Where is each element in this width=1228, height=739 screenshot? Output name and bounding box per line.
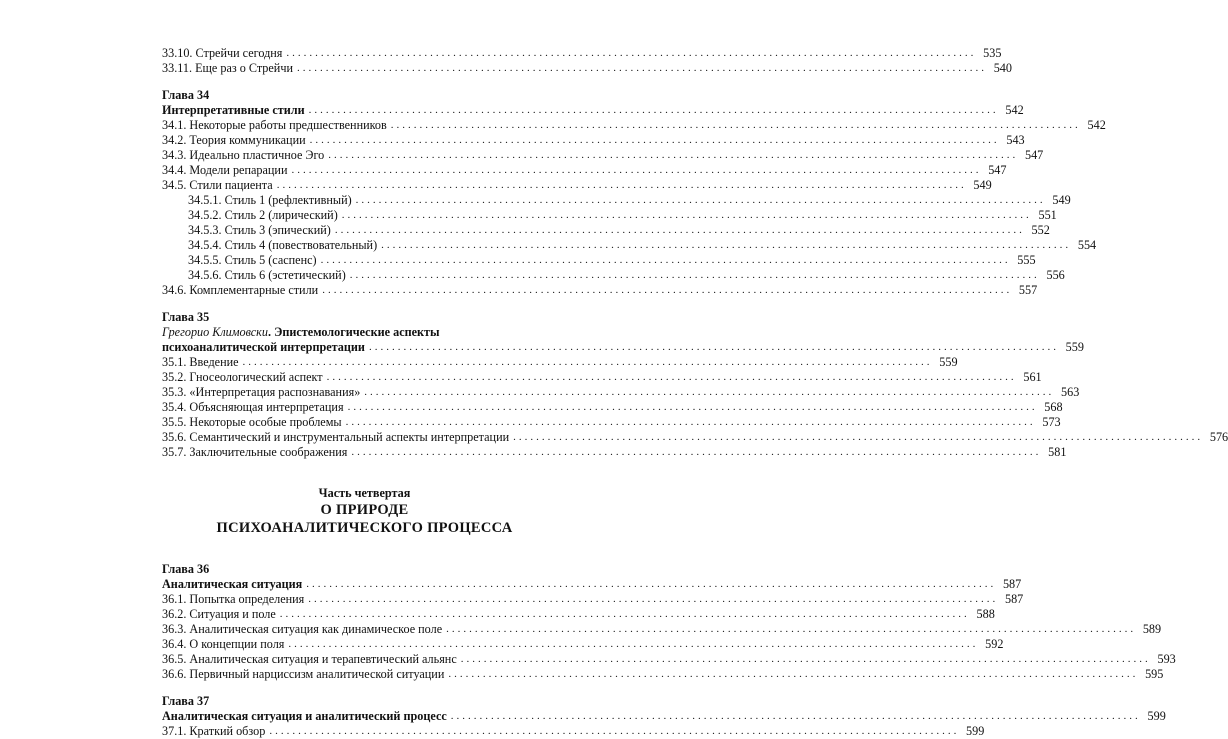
dot-leader: ........................................................................................................................ <box>334 224 1025 236</box>
dot-leader: ........................................................................................................................ <box>288 638 979 650</box>
entry-page: 549 <box>973 178 992 192</box>
entry-page: 587 <box>1002 577 1022 591</box>
dot-leader: ........................................................................................................................ <box>368 341 1059 353</box>
entry-page: 595 <box>1145 667 1164 681</box>
chapter-title: Интерпретативные стили <box>162 103 305 117</box>
entry-title: 35.3. «Интерпретация распознавания» <box>162 385 361 399</box>
entry-title: 36.1. Попытка определения <box>162 592 305 606</box>
entry-title: 34.6. Комплементарные стили <box>162 283 319 297</box>
entry-title: 33.11. Еще раз о Стрейчи <box>162 61 293 75</box>
chapter-title-entry <box>162 709 1166 724</box>
dot-leader: ........................................................................................................................ <box>349 269 1040 281</box>
dot-leader: ........................................................................................................................ <box>326 371 1017 383</box>
entry-page: 554 <box>1077 238 1097 252</box>
dot-leader: ........................................................................................................................ <box>269 725 960 737</box>
entry-page: 588 <box>976 607 995 621</box>
entry-page: 581 <box>1048 445 1067 459</box>
toc-entry <box>162 415 1061 430</box>
chapter-title-line: Грегорио Климовски. Эпистемологические аспекты <box>162 325 440 339</box>
entry-page: 535 <box>983 46 1002 60</box>
dot-leader: ........................................................................................................................ <box>286 47 977 59</box>
dot-leader: ........................................................................................................................ <box>446 623 1137 635</box>
entry-page: 543 <box>1006 133 1025 147</box>
dot-leader: ........................................................................................................................ <box>450 710 1141 722</box>
entry-page: 589 <box>1142 622 1162 636</box>
dot-leader: ........................................................................................................................ <box>351 446 1042 458</box>
entry-page: 542 <box>1087 118 1106 132</box>
entry-page: 549 <box>1052 193 1071 207</box>
part-title-line-1: О ПРИРОДЕ <box>320 502 409 518</box>
entry-page: 551 <box>1038 208 1057 222</box>
dot-leader: ........................................................................................................................ <box>448 668 1139 680</box>
chapter-author: Грегорио Климовски <box>162 325 268 339</box>
toc-subentry <box>162 208 1057 223</box>
entry-page: 547 <box>1024 148 1044 162</box>
subentry-title: 34.5.2. Стиль 2 (лирический) <box>188 208 338 222</box>
toc-subentry <box>162 223 1050 238</box>
chapter-title: Эпистемологические аспекты <box>274 325 440 339</box>
dot-leader: ........................................................................................................................ <box>308 593 999 605</box>
entry-page: 559 <box>1065 340 1084 354</box>
subentry-title: 34.5.3. Стиль 3 (эпический) <box>188 223 331 237</box>
dot-leader: ........................................................................................................................ <box>460 653 1151 665</box>
toc-entry <box>162 46 1002 61</box>
chapter-heading: Глава 35 <box>162 310 210 324</box>
dot-leader: ........................................................................................................................ <box>513 431 1204 443</box>
entry-title: 35.5. Некоторые особые проблемы <box>162 415 342 429</box>
entry-title: 34.2. Теория коммуникации <box>162 133 306 147</box>
subentry-title: 34.5.1. Стиль 1 (рефлективный) <box>188 193 352 207</box>
table-of-contents <box>162 46 1228 739</box>
toc-entry <box>162 622 1162 637</box>
entry-page: 593 <box>1157 652 1176 666</box>
entry-page: 556 <box>1046 268 1065 282</box>
toc-entry <box>162 385 1080 400</box>
entry-page: 568 <box>1044 400 1063 414</box>
chapter-heading: Глава 36 <box>162 562 210 576</box>
entry-title: 34.5. Стили пациента <box>162 178 273 192</box>
entry-title: 34.4. Модели репарации <box>162 163 288 177</box>
entry-page: 563 <box>1061 385 1080 399</box>
subentry-title: 34.5.4. Стиль 4 (повествовательный) <box>188 238 378 252</box>
dot-leader: ........................................................................................................................ <box>291 164 982 176</box>
dot-leader: ........................................................................................................................ <box>320 254 1011 266</box>
entry-page: 576 <box>1209 430 1228 444</box>
entry-title: 36.5. Аналитическая ситуация и терапевтический альянс <box>162 652 457 666</box>
dot-leader: ........................................................................................................................ <box>355 194 1046 206</box>
entry-page: 561 <box>1023 370 1042 384</box>
dot-leader: ........................................................................................................................ <box>296 62 987 74</box>
dot-leader: ........................................................................................................................ <box>276 179 967 191</box>
toc-entry <box>162 355 958 370</box>
entry-page: 540 <box>993 61 1012 75</box>
entry-page: 559 <box>939 355 958 369</box>
dot-leader: ........................................................................................................................ <box>242 356 933 368</box>
entry-title: 36.3. Аналитическая ситуация как динамическое поле <box>162 622 443 636</box>
entry-page: 555 <box>1017 253 1036 267</box>
dot-leader: ........................................................................................................................ <box>322 284 1013 296</box>
dot-leader: ........................................................................................................................ <box>390 119 1081 131</box>
toc-subentry <box>162 268 1065 283</box>
part-heading <box>162 485 567 537</box>
entry-page: 547 <box>988 163 1007 177</box>
subentry-title: 34.5.6. Стиль 6 (эстетический) <box>188 268 346 282</box>
dot-leader: ........................................................................................................................ <box>364 386 1055 398</box>
chapter-title-entry <box>162 103 1024 118</box>
toc-entry <box>162 607 995 622</box>
chapter-title-entry <box>162 577 1022 592</box>
toc-entry <box>162 178 992 193</box>
dot-leader: ........................................................................................................................ <box>347 401 1038 413</box>
toc-entry <box>162 370 1042 385</box>
chapter-title-entry <box>162 340 1084 355</box>
toc-entry <box>162 652 1176 667</box>
entry-page: 573 <box>1042 415 1061 429</box>
toc-entry <box>162 133 1025 148</box>
toc-entry <box>162 283 1038 298</box>
toc-entry <box>162 667 1164 682</box>
dot-leader: ........................................................................................................................ <box>309 134 1000 146</box>
toc-subentry <box>162 253 1036 268</box>
toc-entry <box>162 724 985 739</box>
part-title-line-2: ПСИХОАНАЛИТИЧЕСКОГО ПРОЦЕССА <box>216 520 513 536</box>
toc-entry <box>162 592 1024 607</box>
part-label: Часть четвертая <box>318 486 411 500</box>
toc-entry <box>162 118 1106 133</box>
chapter-heading: Глава 37 <box>162 694 210 708</box>
entry-title: 34.1. Некоторые работы предшественников <box>162 118 387 132</box>
entry-page: 587 <box>1004 592 1024 606</box>
toc-entry <box>162 445 1067 460</box>
entry-title: 35.1. Введение <box>162 355 239 369</box>
toc-entry <box>162 400 1063 415</box>
chapter-heading: Глава 34 <box>162 88 210 102</box>
toc-entry <box>162 637 1004 652</box>
chapter-title: Аналитическая ситуация и аналитический процесс <box>162 709 447 723</box>
toc-entry <box>162 61 1012 76</box>
dot-leader: ........................................................................................................................ <box>345 416 1036 428</box>
entry-page: 557 <box>1018 283 1038 297</box>
entry-title: 37.1. Краткий обзор <box>162 724 266 738</box>
dot-leader: ........................................................................................................................ <box>328 149 1019 161</box>
toc-entry <box>162 163 1007 178</box>
subentry-title: 34.5.5. Стиль 5 (саспенс) <box>188 253 317 267</box>
entry-page: 542 <box>1005 103 1024 117</box>
entry-title: 35.6. Семантический и инструментальный аспекты интерпретации <box>162 430 510 444</box>
entry-title: 33.10. Стрейчи сегодня <box>162 46 283 60</box>
entry-title: 35.4. Объясняющая интерпретация <box>162 400 344 414</box>
entry-page: 599 <box>1147 709 1166 723</box>
toc-subentry <box>162 238 1097 253</box>
dot-leader: ........................................................................................................................ <box>306 578 997 590</box>
entry-title: 35.2. Гносеологический аспект <box>162 370 323 384</box>
dot-leader: ........................................................................................................................ <box>381 239 1072 251</box>
entry-title: 34.3. Идеально пластичное Эго <box>162 148 325 162</box>
entry-title: 35.7. Заключительные соображения <box>162 445 348 459</box>
chapter-title: Аналитическая ситуация <box>162 577 303 591</box>
entry-page: 599 <box>966 724 985 738</box>
dot-leader: ........................................................................................................................ <box>308 104 999 116</box>
toc-subentry <box>162 193 1071 208</box>
toc-entry <box>162 430 1228 445</box>
entry-title: 36.2. Ситуация и поле <box>162 607 276 621</box>
dot-leader: ........................................................................................................................ <box>279 608 970 620</box>
dot-leader: ........................................................................................................................ <box>341 209 1032 221</box>
chapter-title: психоаналитической интерпретации <box>162 340 365 354</box>
entry-title: 36.4. О концепции поля <box>162 637 285 651</box>
entry-page: 592 <box>985 637 1004 651</box>
entry-title: 36.6. Первичный нарциссизм аналитической ситуации <box>162 667 445 681</box>
toc-entry <box>162 148 1044 163</box>
entry-page: 552 <box>1031 223 1050 237</box>
